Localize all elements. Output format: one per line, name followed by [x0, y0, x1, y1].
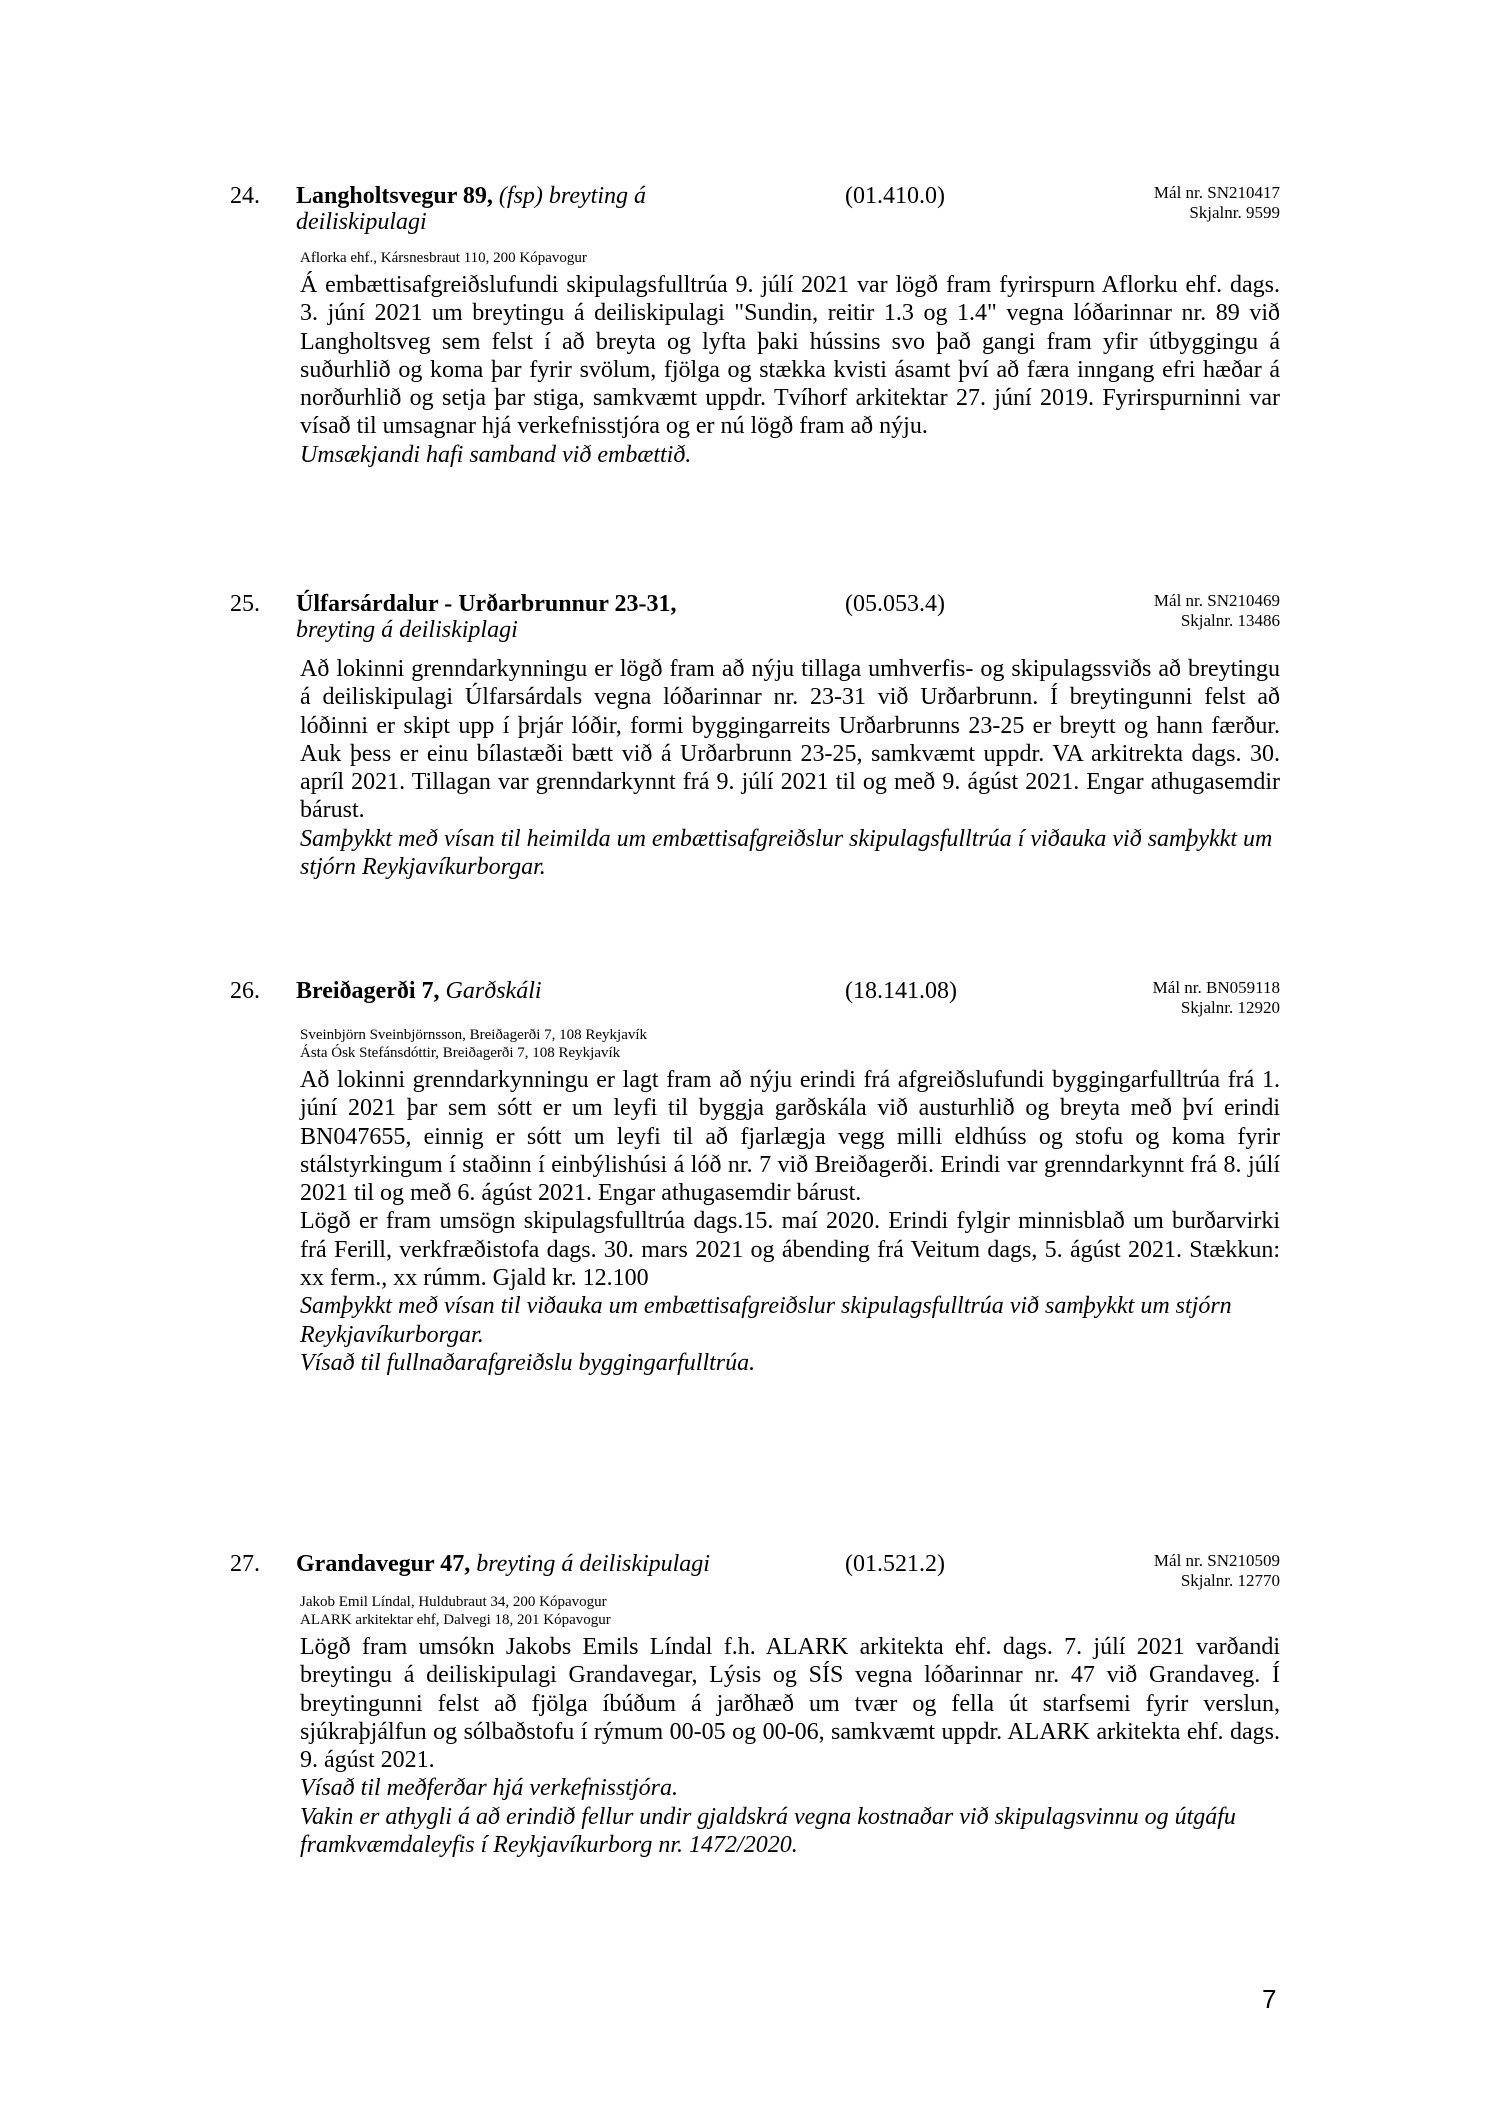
item-number: 27. — [230, 1551, 260, 1577]
applicant: Sveinbjörn Sveinbjörnsson, Breiðagerði 7, 108 Reykjavík — [300, 1027, 648, 1043]
item-description: Að lokinni grenndarkynningu er lagt fram að nýju erindi frá afgreiðslufundi byggingarfulltrúa frá 1. júní 2021 þar sem sótt er um leyfi til byggja garðskála við austurhlið og breyta með því erindi BN047655, einnig er sótt um leyfi til að fjarlægja vegg milli eldhúss og stofu og koma fyrir stálstyrkingum í staðinn í einbýlishúsi á lóð nr. 7 við Breiðagerði. Erindi var grenndarkynnt frá 8. júlí 2021 til og með 6. ágúst 2021. Engar athugasemdir bárust. — [300, 1067, 1280, 1207]
item-references — [1153, 978, 1280, 1018]
item-body — [300, 1066, 1280, 1377]
item-resolution: Vakin er athygli á að erindið fellur undir gjaldskrá vegna kostnaðar við skipulagsvinnu og útgáfu framkvæmdaleyfis í Reykjavíkurborg nr. 1472/2020. — [300, 1803, 1236, 1859]
applicant-list — [300, 1026, 647, 1062]
item-subject: Garðskáli — [445, 978, 542, 1004]
item-resolution: Samþykkt með vísan til heimilda um embættisafgreiðslur skipulagsfulltrúa í viðauka við samþykkt um stjórn Reykjavíkurborgar. — [300, 825, 1273, 881]
item-title — [296, 978, 726, 1004]
applicant: Ásta Ósk Stefánsdóttir, Breiðagerði 7, 108 Reykjavík — [300, 1045, 621, 1061]
item-body — [300, 1633, 1280, 1859]
item-land-code: (18.141.08) — [845, 978, 957, 1004]
item-number: 26. — [230, 978, 260, 1004]
item-subject: breyting á deiliskipulagi — [476, 1551, 710, 1577]
item-number: 24. — [230, 183, 260, 209]
item-description: Að lokinni grenndarkynningu er lögð fram að nýju tillaga umhverfis- og skipulagssviðs að breytingu á deiliskipulagi Úlfarsárdals vegna lóðarinnar nr. 23-31 við Urðarbrunn. Í breytingunni felst að lóðinni er skipt upp í þrjár lóðir, formi byggingarreits Urðarbrunns 23-25 er breytt og hann færður. Auk þess er einu bílastæði bætt við á Urðarbrunn 23-25, samkvæmt uppdr. VA arkitrekta dags. 30. apríl 2021. Tillagan var grenndarkynnt frá 9. júlí 2021 til og með 9. ágúst 2021. Engar athugasemdir bárust. — [300, 656, 1280, 824]
document-number: Skjalnr. 12770 — [1180, 1571, 1280, 1590]
item-references — [1154, 183, 1280, 223]
item-land-code: (01.410.0) — [845, 183, 945, 209]
item-references — [1154, 1551, 1280, 1591]
item-resolution: Vísað til meðferðar hjá verkefnisstjóra. — [300, 1775, 678, 1802]
document-number: Skjalnr. 13486 — [1180, 611, 1280, 630]
item-description: Lögð fram umsókn Jakobs Emils Líndal f.h. ALARK arkitekta ehf. dags. 7. júlí 2021 varðandi breytingu á deiliskipulagi Grandavegar, Lýsis og SÍS vegna lóðarinnar nr. 47 við Grandaveg. Í breytingunni felst að fjölga íbúðum á jarðhæð um tvær og fella út starfsemi fyrir verslun, sjúkraþjálfun og sólbaðstofu í rýmum 00-05 og 00-06, samkvæmt uppdr. ALARK arkitekta ehf. dags. 9. ágúst 2021. — [300, 1634, 1280, 1774]
case-number: Mál nr. SN210417 — [1153, 183, 1280, 202]
item-body — [300, 655, 1280, 881]
item-address: Breiðagerði 7, — [296, 978, 440, 1004]
document-number: Skjalnr. 12920 — [1180, 998, 1280, 1017]
item-resolution: Umsækjandi hafi samband við embættið. — [300, 441, 692, 468]
applicant: Aflorka ehf., Kársnesbraut 110, 200 Kópavogur — [300, 250, 587, 266]
item-title — [296, 591, 726, 643]
item-description: Á embættisafgreiðslufundi skipulagsfulltrúa 9. júlí 2021 var lögð fram fyrirspurn Aflorku ehf. dags. 3. júní 2021 um breytingu á deiliskipulagi "Sundin, reitir 1.3 og 1.4" vegna lóðarinnar nr. 89 við Langholtsveg sem felst í að breyta og lyfta þaki hússins svo það gangi fram yfir útbyggingu á suðurhlið og koma þar fyrir svölum, fjölga og stækka kvisti ásamt því að færa inngang efri hæðar á norðurhlið og setja þar stiga, samkvæmt uppdr. Tvíhorf arkitektar 27. júní 2019. Fyrirspurninni var vísað til umsagnar hjá verkefnisstjóra og er nú lögð fram að nýju. — [300, 272, 1280, 440]
item-address: Langholtsvegur 89, — [296, 183, 493, 209]
item-references — [1154, 591, 1280, 631]
applicant-list — [300, 249, 587, 267]
item-number: 25. — [230, 591, 260, 617]
item-resolution: Vísað til fullnaðarafgreiðslu byggingarfulltrúa. — [300, 1349, 756, 1376]
item-subject: breyting á deiliskiplagi — [296, 617, 518, 643]
applicant: ALARK arkitektar ehf, Dalvegi 18, 201 Kópavogur — [300, 1612, 611, 1628]
item-land-code: (05.053.4) — [845, 591, 945, 617]
item-resolution: Samþykkt með vísan til viðauka um embættisafgreiðslur skipulagsfulltrúa við samþykkt um stjórn Reykjavíkurborgar. — [300, 1293, 1232, 1348]
item-title — [296, 183, 726, 235]
item-land-code: (01.521.2) — [845, 1551, 945, 1577]
case-number: Mál nr. SN210469 — [1153, 591, 1280, 610]
case-number: Mál nr. BN059118 — [1152, 978, 1280, 997]
applicant: Jakob Emil Líndal, Huldubraut 34, 200 Kópavogur — [300, 1594, 607, 1610]
item-description-2: Lögð er fram umsögn skipulagsfulltrúa dags.15. maí 2020. Erindi fylgir minnisblað um burðarvirki frá Ferill, verkfræðistofa dags. 30. mars 2021 og ábending frá Veitum dags, 5. ágúst 2021. Stækkun: xx ferm., xx rúmm. Gjald kr. 12.100 — [300, 1208, 1280, 1292]
document-number: Skjalnr. 9599 — [1189, 203, 1280, 222]
item-address: Grandavegur 47, — [296, 1551, 471, 1577]
item-body — [300, 271, 1280, 469]
item-title — [296, 1551, 816, 1577]
item-address: Úlfarsárdalur - Urðarbrunnur 23-31, — [296, 591, 677, 617]
item-subject: (fsp) breyting á deiliskipulagi — [296, 183, 647, 235]
case-number: Mál nr. SN210509 — [1153, 1551, 1280, 1570]
applicant-list — [300, 1593, 611, 1629]
page-number: 7 — [1262, 1984, 1277, 2014]
